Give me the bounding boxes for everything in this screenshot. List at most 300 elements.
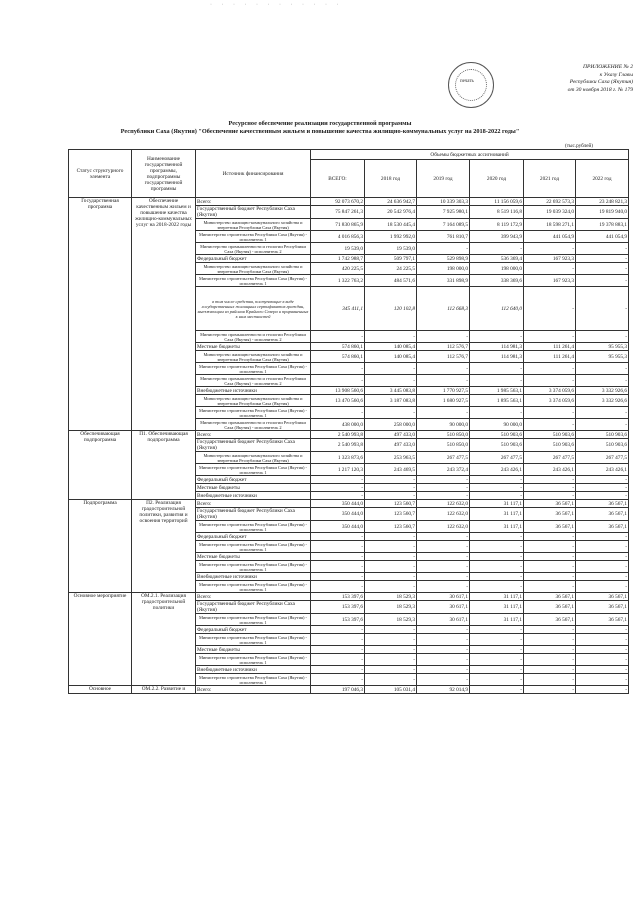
- cell-value: 140 085,4: [365, 343, 417, 351]
- cell-value: 13 908 560,6: [311, 387, 365, 395]
- cell-value: -: [417, 654, 470, 666]
- cell-value: -: [417, 407, 470, 419]
- cell-value: 1 985 563,1: [470, 387, 524, 395]
- cell-value: 574 860,1: [311, 351, 365, 363]
- cell-value: 510 903,6: [524, 431, 576, 439]
- cell-value: -: [524, 553, 576, 561]
- cell-value: -: [524, 363, 576, 375]
- cell-funding-source: Федеральный бюджет: [196, 533, 311, 541]
- cell-value: -: [311, 553, 365, 561]
- cell-value: -: [365, 626, 417, 634]
- cell-value: -: [365, 407, 417, 419]
- cell-value: 92 014,9: [417, 686, 470, 694]
- cell-value: -: [524, 287, 576, 331]
- cell-value: 31 117,1: [470, 614, 524, 626]
- cell-value: -: [470, 243, 524, 255]
- cell-value: -: [417, 634, 470, 646]
- cell-value: -: [576, 419, 629, 431]
- cell-funding-source: Министерство жилищно-коммунального хозяйства и энергетики Республики Саха (Якутия): [196, 351, 311, 363]
- cell-value: -: [417, 533, 470, 541]
- cell-value: 258 000,0: [365, 419, 417, 431]
- document-subtitle: Республики Саха (Якутия) "Обеспечение качественным жильем и повышение качества жилищно-коммунальных услуг на 2018-2022 годы": [120, 128, 520, 135]
- cell-value: 338 369,6: [470, 275, 524, 287]
- cell-value: 3 374 059,6: [524, 395, 576, 407]
- cell-value: 167 923,3: [524, 275, 576, 287]
- cell-funding-source: Министерство строительства Республики Саха (Якутия) - исполнитель 1: [196, 231, 311, 243]
- cell-funding-source: Министерство строительства Республики Саха (Якутия) - исполнитель 1: [196, 275, 311, 287]
- cell-funding-source: Министерство строительства Республики Саха (Якутия) - исполнитель 1: [196, 654, 311, 666]
- table-row: [69, 500, 629, 508]
- document-title: Ресурсное обеспечение реализации государственной программы: [228, 120, 412, 127]
- cell-value: -: [365, 533, 417, 541]
- cell-value: 95 955,3: [576, 343, 629, 351]
- cell-value: 120 102,8: [365, 287, 417, 331]
- cell-value: 267 477,5: [417, 452, 470, 464]
- cell-funding-source: Министерство промышленности и геологии Республики Саха (Якутия) - исполнитель 2: [196, 331, 311, 343]
- cell-value: -: [365, 573, 417, 581]
- cell-value: 105 031,4: [365, 686, 417, 694]
- cell-value: -: [524, 331, 576, 343]
- cell-value: -: [576, 646, 629, 654]
- cell-value: 510 903,6: [470, 439, 524, 452]
- cell-funding-source: Местные бюджеты: [196, 343, 311, 351]
- cell-value: -: [311, 541, 365, 553]
- cell-value: 497 433,0: [365, 431, 417, 439]
- cell-value: 31 117,1: [470, 601, 524, 614]
- cell-value: -: [417, 646, 470, 654]
- cell-value: -: [470, 533, 524, 541]
- header-2022: 2022 год: [576, 160, 629, 198]
- cell-value: 36 567,1: [524, 521, 576, 533]
- cell-value: 167 923,3: [524, 255, 576, 263]
- cell-value: 31 117,1: [470, 593, 524, 601]
- cell-funding-source: Министерство строительства Республики Саха (Якутия) - исполнитель 1: [196, 521, 311, 533]
- appendix-line: от 30 ноября 2018 г. № 179: [567, 86, 633, 93]
- cell-value: -: [417, 626, 470, 634]
- cell-value: -: [311, 674, 365, 686]
- cell-value: -: [470, 654, 524, 666]
- cell-value: 3 374 059,6: [524, 387, 576, 395]
- cell-value: 18 529,3: [365, 593, 417, 601]
- cell-value: 90 000,0: [417, 419, 470, 431]
- cell-value: -: [311, 476, 365, 484]
- cell-value: 90 000,0: [470, 419, 524, 431]
- cell-value: 30 617,1: [417, 593, 470, 601]
- cell-value: 243 372,4: [417, 464, 470, 476]
- cell-program-name: ОМ.2.2. Развитие и: [132, 686, 196, 694]
- cell-value: -: [576, 573, 629, 581]
- cell-value: -: [576, 581, 629, 593]
- cell-value: -: [470, 492, 524, 500]
- cell-value: 18 530 445,4: [365, 219, 417, 231]
- cell-value: -: [417, 541, 470, 553]
- cell-value: 243 426,1: [470, 464, 524, 476]
- cell-value: 36 567,1: [524, 500, 576, 508]
- cell-value: -: [470, 686, 524, 694]
- cell-funding-source: Министерство промышленности и геологии Республики Саха (Якутия) - исполнитель 2: [196, 375, 311, 387]
- cell-value: -: [470, 573, 524, 581]
- unit-label: (тыс.рублей): [565, 143, 594, 149]
- cell-value: -: [470, 375, 524, 387]
- table-row: [69, 431, 629, 439]
- cell-funding-source: Федеральный бюджет: [196, 476, 311, 484]
- cell-value: 198 000,0: [470, 263, 524, 275]
- cell-funding-source: Всего:: [196, 198, 311, 206]
- cell-value: 345 411,1: [311, 287, 365, 331]
- cell-value: -: [417, 331, 470, 343]
- cell-value: -: [524, 686, 576, 694]
- cell-funding-source: Министерство строительства Республики Саха (Якутия) - исполнитель 1: [196, 634, 311, 646]
- cell-value: 19 819 940,0: [576, 206, 629, 219]
- cell-funding-source: Министерство жилищно-коммунального хозяйства и энергетики Республики Саха (Якутия): [196, 219, 311, 231]
- cell-value: -: [365, 375, 417, 387]
- cell-value: -: [365, 634, 417, 646]
- cell-value: -: [365, 363, 417, 375]
- cell-status: Подпрограмма: [69, 500, 132, 593]
- cell-value: 350 444,0: [311, 508, 365, 521]
- cell-value: 1 217 120,3: [311, 464, 365, 476]
- header-source: Источник финансирования: [196, 150, 311, 198]
- cell-value: -: [311, 666, 365, 674]
- cell-value: -: [417, 573, 470, 581]
- cell-value: -: [524, 243, 576, 255]
- cell-value: -: [576, 492, 629, 500]
- cell-value: 510 903,6: [576, 439, 629, 452]
- cell-value: 122 632,0: [417, 500, 470, 508]
- cell-value: -: [576, 476, 629, 484]
- cell-value: 114 981,3: [470, 343, 524, 351]
- cell-value: 1 742 988,7: [311, 255, 365, 263]
- cell-funding-source: Министерство строительства Республики Саха (Якутия) - исполнитель 1: [196, 674, 311, 686]
- cell-value: -: [576, 263, 629, 275]
- cell-funding-source: Министерство жилищно-коммунального хозяйства и энергетики Республики Саха (Якутия): [196, 263, 311, 275]
- cell-value: -: [576, 363, 629, 375]
- cell-funding-source: Министерство строительства Республики Саха (Якутия) - исполнитель 1: [196, 541, 311, 553]
- cell-value: 253 963,5: [365, 452, 417, 464]
- cell-funding-source: Государственный бюджет Республики Саха (Якутия): [196, 206, 311, 219]
- cell-value: 1 323 873,6: [311, 452, 365, 464]
- cell-value: -: [417, 375, 470, 387]
- cell-funding-source: Государственный бюджет Республики Саха (Якутия): [196, 601, 311, 614]
- cell-funding-source: Государственный бюджет Республики Саха (Якутия): [196, 508, 311, 521]
- cell-value: 3 332 926,6: [576, 395, 629, 407]
- cell-value: 112 576,7: [417, 343, 470, 351]
- cell-funding-source: в том числе средства, поступающие в виде государственных жилищных сертификатов граждан, выезжающим из районов Крайнего Севера и приравненных к ним местностей: [196, 287, 311, 331]
- cell-value: 510 903,6: [524, 439, 576, 452]
- cell-value: -: [311, 492, 365, 500]
- cell-value: 420 225,5: [311, 263, 365, 275]
- cell-value: -: [576, 561, 629, 573]
- cell-value: 36 567,1: [524, 593, 576, 601]
- cell-value: 30 617,1: [417, 601, 470, 614]
- cell-value: -: [311, 375, 365, 387]
- cell-value: -: [524, 626, 576, 634]
- cell-funding-source: Министерство строительства Республики Саха (Якутия) - исполнитель 1: [196, 581, 311, 593]
- cell-value: -: [311, 533, 365, 541]
- cell-value: 123 560,7: [365, 500, 417, 508]
- header-name: Наименование государственной программы, подпрограммы государственной программы: [132, 150, 196, 198]
- cell-value: -: [524, 407, 576, 419]
- cell-value: -: [417, 476, 470, 484]
- cell-value: -: [524, 541, 576, 553]
- cell-value: -: [576, 686, 629, 694]
- header-group: Объемы бюджетных ассигнований: [311, 150, 629, 160]
- cell-value: -: [470, 634, 524, 646]
- cell-value: 441 054,9: [576, 231, 629, 243]
- cell-value: 31 117,1: [470, 500, 524, 508]
- cell-value: 111 261,4: [524, 343, 576, 351]
- cell-value: 24 225,5: [365, 263, 417, 275]
- scan-marks: · · · · · · · · · · · ·: [210, 2, 343, 8]
- cell-value: -: [470, 581, 524, 593]
- cell-value: -: [470, 674, 524, 686]
- cell-value: -: [311, 626, 365, 634]
- cell-value: -: [524, 573, 576, 581]
- appendix-line: Республики Саха (Якутия): [569, 79, 633, 85]
- cell-value: 22 692 573,3: [524, 198, 576, 206]
- cell-value: -: [470, 331, 524, 343]
- cell-value: -: [470, 646, 524, 654]
- cell-value: 574 860,1: [311, 343, 365, 351]
- cell-funding-source: Внебюджетные источники: [196, 387, 311, 395]
- cell-value: -: [524, 375, 576, 387]
- cell-funding-source: Внебюджетные источники: [196, 573, 311, 581]
- appendix-line: ПРИЛОЖЕНИЕ № 2: [582, 64, 633, 70]
- table-row: [69, 593, 629, 601]
- cell-program-name: П2. Реализация градостроительной политики, развития и освоения территорий: [132, 500, 196, 593]
- cell-value: 509 797,1: [365, 255, 417, 263]
- cell-value: -: [524, 419, 576, 431]
- seal-stamp: печать: [448, 62, 494, 108]
- cell-program-name: Обеспечение качественным жильем и повышение качества жилищно-коммунальных услуг на 2018-2022 годы: [132, 198, 196, 431]
- cell-value: -: [311, 331, 365, 343]
- cell-value: 399 943,9: [470, 231, 524, 243]
- cell-funding-source: Министерство промышленности и геологии Республики Саха (Якутия) - исполнитель 2: [196, 419, 311, 431]
- cell-value: 510 850,0: [417, 431, 470, 439]
- cell-value: 112 576,7: [417, 351, 470, 363]
- cell-program-name: ОМ.2.1. Реализация градостроительной политики: [132, 593, 196, 686]
- cell-value: 243 426,1: [576, 464, 629, 476]
- cell-value: 10 339 303,3: [417, 198, 470, 206]
- cell-value: 510 850,0: [417, 439, 470, 452]
- cell-value: -: [524, 533, 576, 541]
- cell-status: Основное: [69, 686, 132, 694]
- cell-value: 197 046,3: [311, 686, 365, 694]
- cell-value: 2 540 993,8: [311, 439, 365, 452]
- cell-value: 243 426,1: [524, 464, 576, 476]
- cell-value: -: [311, 581, 365, 593]
- cell-value: -: [470, 363, 524, 375]
- cell-value: -: [417, 581, 470, 593]
- cell-value: -: [311, 484, 365, 492]
- cell-value: -: [576, 243, 629, 255]
- cell-value: -: [417, 492, 470, 500]
- cell-value: -: [365, 561, 417, 573]
- header-2020: 2020 год: [470, 160, 524, 198]
- cell-value: 18 598 271,1: [524, 219, 576, 231]
- cell-value: -: [365, 674, 417, 686]
- appendix-block: [483, 64, 633, 94]
- cell-funding-source: Местные бюджеты: [196, 553, 311, 561]
- cell-value: -: [311, 561, 365, 573]
- cell-value: 267 477,5: [470, 452, 524, 464]
- cell-value: 36 567,1: [524, 614, 576, 626]
- cell-value: 36 567,1: [576, 500, 629, 508]
- cell-value: -: [524, 263, 576, 275]
- cell-value: -: [311, 654, 365, 666]
- cell-value: -: [524, 646, 576, 654]
- cell-value: 36 567,1: [576, 521, 629, 533]
- cell-value: -: [470, 666, 524, 674]
- cell-value: -: [576, 654, 629, 666]
- resource-table: [68, 149, 629, 694]
- cell-value: 19 378 883,1: [576, 219, 629, 231]
- cell-value: -: [576, 674, 629, 686]
- cell-value: 95 955,3: [576, 351, 629, 363]
- cell-value: -: [524, 561, 576, 573]
- cell-value: -: [417, 674, 470, 686]
- cell-funding-source: Министерство строительства Республики Саха (Якутия) - исполнитель 1: [196, 614, 311, 626]
- cell-value: 23 248 821,3: [576, 198, 629, 206]
- cell-funding-source: Всего:: [196, 686, 311, 694]
- cell-value: 122 632,0: [417, 508, 470, 521]
- table-row: [69, 686, 629, 694]
- cell-funding-source: Министерство жилищно-коммунального хозяйства и энергетики Республики Саха (Якутия): [196, 395, 311, 407]
- cell-value: -: [470, 626, 524, 634]
- cell-value: 111 261,4: [524, 351, 576, 363]
- cell-value: -: [365, 541, 417, 553]
- cell-value: 13 470 560,6: [311, 395, 365, 407]
- cell-value: 92 073 670,2: [311, 198, 365, 206]
- cell-value: -: [470, 476, 524, 484]
- cell-value: 114 981,3: [470, 351, 524, 363]
- cell-funding-source: Министерство строительства Республики Саха (Якутия) - исполнитель 1: [196, 407, 311, 419]
- cell-value: -: [470, 407, 524, 419]
- cell-value: 8 519 116,8: [470, 206, 524, 219]
- cell-value: 438 000,0: [311, 419, 365, 431]
- cell-program-name: П1. Обеспечивающая подпрограмма: [132, 431, 196, 500]
- cell-funding-source: Федеральный бюджет: [196, 255, 311, 263]
- cell-value: 19 539,0: [311, 243, 365, 255]
- cell-value: 536 369,4: [470, 255, 524, 263]
- cell-funding-source: Всего:: [196, 431, 311, 439]
- cell-value: 484 571,6: [365, 275, 417, 287]
- cell-value: -: [311, 573, 365, 581]
- cell-value: 122 632,0: [417, 521, 470, 533]
- cell-value: -: [524, 581, 576, 593]
- cell-value: -: [311, 646, 365, 654]
- cell-value: -: [365, 646, 417, 654]
- cell-value: 497 433,0: [365, 439, 417, 452]
- cell-value: -: [524, 484, 576, 492]
- cell-value: -: [576, 541, 629, 553]
- cell-value: 243 469,5: [365, 464, 417, 476]
- cell-value: -: [576, 255, 629, 263]
- cell-value: -: [576, 287, 629, 331]
- cell-value: 123 560,7: [365, 521, 417, 533]
- cell-value: 3 445 083,8: [365, 387, 417, 395]
- cell-value: -: [576, 275, 629, 287]
- cell-value: -: [576, 484, 629, 492]
- cell-value: 71 830 865,9: [311, 219, 365, 231]
- cell-funding-source: Местные бюджеты: [196, 484, 311, 492]
- cell-value: 31 117,1: [470, 508, 524, 521]
- cell-value: -: [524, 654, 576, 666]
- cell-value: 510 903,6: [576, 431, 629, 439]
- cell-value: -: [576, 666, 629, 674]
- cell-value: 153 397,6: [311, 593, 365, 601]
- cell-value: 19 039 324,0: [524, 206, 576, 219]
- cell-value: -: [524, 492, 576, 500]
- cell-value: 36 567,1: [524, 601, 576, 614]
- cell-value: -: [524, 634, 576, 646]
- header-2018: 2018 год: [365, 160, 417, 198]
- cell-value: 3 332 926,6: [576, 387, 629, 395]
- appendix-line: к Указу Главы: [599, 71, 633, 78]
- cell-value: 36 567,1: [576, 614, 629, 626]
- cell-funding-source: Федеральный бюджет: [196, 626, 311, 634]
- cell-funding-source: Министерство строительства Республики Саха (Якутия) - исполнитель 1: [196, 464, 311, 476]
- cell-value: 331 898,9: [417, 275, 470, 287]
- cell-value: -: [365, 581, 417, 593]
- cell-funding-source: Министерство строительства Республики Саха (Якутия) - исполнитель 1: [196, 363, 311, 375]
- cell-value: 75 847 261,3: [311, 206, 365, 219]
- cell-value: -: [524, 666, 576, 674]
- cell-value: -: [311, 407, 365, 419]
- cell-value: 350 444,0: [311, 500, 365, 508]
- cell-funding-source: Министерство промышленности и геологии Республики Саха (Якутия) - исполнитель 2: [196, 243, 311, 255]
- cell-value: 19 539,0: [365, 243, 417, 255]
- cell-value: -: [576, 634, 629, 646]
- cell-value: -: [365, 553, 417, 561]
- cell-value: 36 567,1: [576, 508, 629, 521]
- cell-value: 350 444,0: [311, 521, 365, 533]
- cell-value: -: [470, 553, 524, 561]
- cell-value: 267 477,5: [576, 452, 629, 464]
- cell-value: -: [576, 407, 629, 419]
- cell-value: -: [417, 363, 470, 375]
- cell-value: -: [576, 626, 629, 634]
- cell-value: 18 529,3: [365, 614, 417, 626]
- cell-value: 20 542 976,4: [365, 206, 417, 219]
- cell-value: 24 636 942,7: [365, 198, 417, 206]
- cell-value: 510 903,6: [470, 431, 524, 439]
- cell-value: -: [524, 674, 576, 686]
- cell-value: 2 540 993,8: [311, 431, 365, 439]
- cell-value: -: [417, 243, 470, 255]
- cell-funding-source: Всего:: [196, 500, 311, 508]
- cell-value: 198 000,0: [417, 263, 470, 275]
- header-2021: 2021 год: [524, 160, 576, 198]
- cell-value: 36 567,1: [524, 508, 576, 521]
- cell-value: -: [417, 666, 470, 674]
- cell-value: 11 156 059,6: [470, 198, 524, 206]
- header-total: ВСЕГО:: [311, 160, 365, 198]
- cell-value: 31 117,1: [470, 521, 524, 533]
- cell-value: -: [365, 476, 417, 484]
- cell-value: -: [417, 484, 470, 492]
- cell-value: -: [311, 363, 365, 375]
- cell-value: -: [470, 484, 524, 492]
- cell-value: -: [365, 654, 417, 666]
- cell-value: -: [576, 533, 629, 541]
- cell-value: 7 164 089,5: [417, 219, 470, 231]
- cell-value: 112 640,0: [470, 287, 524, 331]
- cell-value: -: [417, 561, 470, 573]
- cell-funding-source: Местные бюджеты: [196, 646, 311, 654]
- cell-funding-source: Государственный бюджет Республики Саха (Якутия): [196, 439, 311, 452]
- cell-funding-source: Министерство жилищно-коммунального хозяйства и энергетики Республики Саха (Якутия): [196, 452, 311, 464]
